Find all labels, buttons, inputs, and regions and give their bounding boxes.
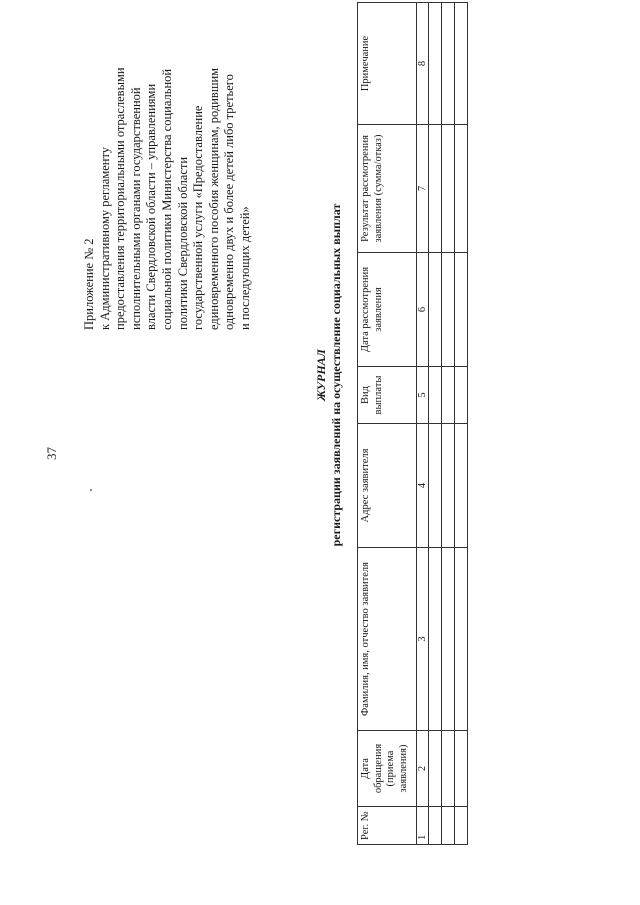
appendix-line: одновременно двух и более детей либо третьего bbox=[222, 74, 237, 330]
empty-cell bbox=[455, 253, 468, 367]
appendix-line: Приложение № 2 bbox=[82, 238, 96, 330]
empty-cell bbox=[429, 424, 442, 548]
column-number: 1 bbox=[417, 807, 429, 845]
empty-cell bbox=[429, 367, 442, 424]
header-cell: Рег. № bbox=[358, 807, 417, 845]
appendix-note bbox=[82, 20, 254, 330]
empty-cell bbox=[455, 424, 468, 548]
empty-cell bbox=[442, 253, 455, 367]
journal-title-subtitle: регистрации заявлений на осуществление социальных выплат bbox=[329, 203, 343, 547]
appendix-line: исполнительными органами государственной bbox=[128, 87, 143, 330]
empty-cell bbox=[429, 548, 442, 731]
empty-cell bbox=[455, 3, 468, 125]
column-number: 4 bbox=[417, 424, 429, 548]
column-number: 8 bbox=[417, 3, 429, 125]
appendix-line: власти Свердловской области – управлениями bbox=[144, 83, 159, 330]
appendix-line: единовременного пособия женщинам, родившим bbox=[206, 67, 221, 330]
empty-cell bbox=[442, 3, 455, 125]
header-cell: Примечание bbox=[358, 3, 417, 125]
appendix-line: к Административному регламенту bbox=[97, 146, 112, 330]
column-number-row bbox=[417, 3, 429, 845]
empty-cell bbox=[455, 548, 468, 731]
journal-table bbox=[357, 2, 468, 845]
empty-cell bbox=[429, 731, 442, 807]
empty-cell bbox=[455, 125, 468, 253]
page-number: 37 bbox=[44, 447, 59, 460]
appendix-line: предоставления территориальными отраслевыми bbox=[113, 67, 128, 330]
journal-title bbox=[314, 45, 344, 705]
journal-title-main: ЖУРНАЛ bbox=[314, 349, 328, 401]
table-header-row bbox=[358, 3, 417, 845]
table-row bbox=[455, 3, 468, 845]
empty-cell bbox=[429, 253, 442, 367]
empty-cell bbox=[442, 548, 455, 731]
stray-mark bbox=[90, 489, 92, 491]
empty-cell bbox=[429, 125, 442, 253]
column-number: 6 bbox=[417, 253, 429, 367]
header-cell: Вид выплаты bbox=[358, 367, 417, 424]
header-cell: Дата обращения (приема заявления) bbox=[358, 731, 417, 807]
header-cell: Результат рассмотрения заявления (сумма/отказ) bbox=[358, 125, 417, 253]
table-row bbox=[429, 3, 442, 845]
empty-cell bbox=[442, 424, 455, 548]
empty-cell bbox=[455, 731, 468, 807]
header-cell: Адрес заявителя bbox=[358, 424, 417, 548]
empty-cell bbox=[455, 807, 468, 845]
empty-cell bbox=[455, 367, 468, 424]
empty-cell bbox=[442, 367, 455, 424]
header-cell: Фамилия, имя, отчество заявителя bbox=[358, 548, 417, 731]
empty-cell bbox=[429, 807, 442, 845]
appendix-line: социальной политики Министерства социальной bbox=[159, 68, 174, 330]
appendix-line: государственной услуги «Предоставление bbox=[191, 105, 206, 330]
column-number: 3 bbox=[417, 548, 429, 731]
empty-cell bbox=[442, 125, 455, 253]
empty-cell bbox=[429, 3, 442, 125]
column-number: 2 bbox=[417, 731, 429, 807]
table-row bbox=[442, 3, 455, 845]
header-cell: Дата рассмотрения заявления bbox=[358, 253, 417, 367]
appendix-line: политики Свердловской области bbox=[175, 156, 190, 330]
empty-cell bbox=[442, 807, 455, 845]
appendix-line: и последующих детей» bbox=[237, 206, 252, 330]
column-number: 5 bbox=[417, 367, 429, 424]
column-number: 7 bbox=[417, 125, 429, 253]
empty-cell bbox=[442, 731, 455, 807]
